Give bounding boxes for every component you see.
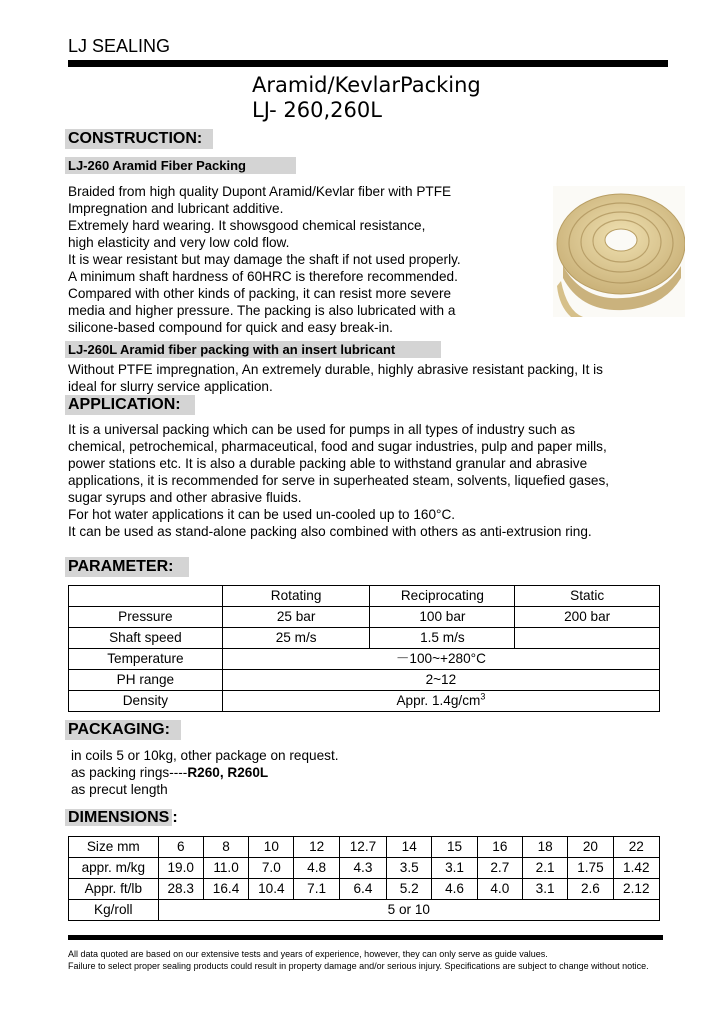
packaging-text bbox=[71, 747, 571, 798]
table-cell: 20 bbox=[568, 837, 613, 858]
lj260-heading: LJ-260 Aramid Fiber Packing bbox=[65, 157, 296, 174]
table-cell: 200 bar bbox=[515, 607, 660, 628]
table-cell: 5 or 10 bbox=[158, 900, 659, 921]
table-cell: 14 bbox=[387, 837, 432, 858]
density-cell bbox=[222, 691, 659, 712]
application-line: sugar syrups and other abrasive fluids. bbox=[68, 490, 302, 505]
title-line-1: Aramid/KevlarPacking bbox=[252, 73, 481, 97]
table-cell: 28.3 bbox=[158, 879, 203, 900]
table-cell: 25 m/s bbox=[222, 628, 370, 649]
parameter-table bbox=[68, 585, 660, 712]
lj260l-line: ideal for slurry service application. bbox=[68, 379, 273, 394]
dimensions-heading-wrap bbox=[65, 808, 178, 828]
brand-name: LJ SEALING bbox=[68, 36, 171, 56]
packing-coil-image bbox=[553, 186, 685, 317]
table-row bbox=[69, 670, 660, 691]
table-row bbox=[69, 628, 660, 649]
lj260l-heading: LJ-260L Aramid fiber packing with an insert lubricant bbox=[65, 341, 441, 358]
application-heading: APPLICATION: bbox=[65, 395, 195, 415]
table-cell: －100~+280°C bbox=[222, 649, 659, 670]
row-label: Kg/roll bbox=[69, 900, 159, 921]
lj260-line: high elasticity and very low cold flow. bbox=[68, 235, 290, 250]
table-cell: 3.1 bbox=[522, 879, 567, 900]
row-label: Appr. ft/lb bbox=[69, 879, 159, 900]
footer-rule bbox=[68, 935, 663, 940]
table-cell: 10.4 bbox=[249, 879, 294, 900]
table-row bbox=[69, 607, 660, 628]
table-cell: 12 bbox=[294, 837, 339, 858]
disclaimer-line: All data quoted are based on our extensive tests and years of experience, however, they can only serve as guide values. bbox=[68, 949, 548, 959]
packaging-line bbox=[71, 764, 571, 781]
disclaimer-line: Failure to select proper sealing products could result in property damage and/or serious injury. Specifications are subject to change without notice. bbox=[68, 961, 649, 971]
lj260-line: Braided from high quality Dupont Aramid/Kevlar fiber with PTFE bbox=[68, 184, 452, 199]
table-row bbox=[69, 649, 660, 670]
table-row bbox=[69, 858, 660, 879]
table-row bbox=[69, 691, 660, 712]
table-cell: 4.8 bbox=[294, 858, 339, 879]
packaging-rings-prefix: as packing rings---- bbox=[71, 765, 188, 780]
row-label: Temperature bbox=[69, 649, 223, 670]
table-cell: 16 bbox=[477, 837, 522, 858]
table-cell: 1.42 bbox=[613, 858, 659, 879]
table-cell: 19.0 bbox=[158, 858, 203, 879]
table-cell: 2.6 bbox=[568, 879, 613, 900]
table-cell: 1.5 m/s bbox=[370, 628, 515, 649]
table-cell: 12.7 bbox=[339, 837, 386, 858]
table-cell: 7.1 bbox=[294, 879, 339, 900]
application-line: applications, it is recommended for serve in superheated steam, solvents, liquefied gases, bbox=[68, 473, 610, 488]
packaging-line: in coils 5 or 10kg, other package on request. bbox=[71, 748, 339, 763]
table-cell: 11.0 bbox=[203, 858, 248, 879]
table-row bbox=[69, 837, 660, 858]
table-cell: 6.4 bbox=[339, 879, 386, 900]
row-label: Pressure bbox=[69, 607, 223, 628]
table-cell: 18 bbox=[522, 837, 567, 858]
lj260-description bbox=[68, 183, 528, 336]
density-exponent: 3 bbox=[480, 691, 486, 702]
table-cell: 100 bar bbox=[370, 607, 515, 628]
document-title bbox=[252, 73, 481, 123]
lj260-line: A minimum shaft hardness of 60HRC is therefore recommended. bbox=[68, 269, 458, 284]
table-cell: 2.12 bbox=[613, 879, 659, 900]
application-line: power stations etc. It is also a durable packing able to withstand granular and abrasive bbox=[68, 456, 588, 471]
table-cell bbox=[69, 586, 223, 607]
table-cell: 22 bbox=[613, 837, 659, 858]
table-cell: 2.7 bbox=[477, 858, 522, 879]
table-header-cell: Static bbox=[515, 586, 660, 607]
table-cell: 7.0 bbox=[249, 858, 294, 879]
table-cell: 25 bar bbox=[222, 607, 370, 628]
lj260-line: Compared with other kinds of packing, it can resist more severe bbox=[68, 286, 452, 301]
application-line: It can be used as stand-alone packing also combined with others as anti-extrusion ring. bbox=[68, 524, 592, 539]
row-label: Size mm bbox=[69, 837, 159, 858]
application-text bbox=[68, 421, 658, 540]
dimensions-heading-colon: : bbox=[172, 809, 178, 826]
table-cell: 6 bbox=[158, 837, 203, 858]
title-line-2: LJ- 260,260L bbox=[252, 98, 382, 122]
dimensions-heading: DIMENSIONS bbox=[65, 809, 172, 826]
lj260-line: It is wear resistant but may damage the shaft if not used properly. bbox=[68, 252, 461, 267]
table-cell: 4.3 bbox=[339, 858, 386, 879]
table-row bbox=[69, 900, 660, 921]
lj260-line: Extremely hard wearing. It showsgood chemical resistance, bbox=[68, 218, 426, 233]
application-line: It is a universal packing which can be used for pumps in all types of industry such as bbox=[68, 422, 576, 437]
table-cell: 16.4 bbox=[203, 879, 248, 900]
table-cell: 8 bbox=[203, 837, 248, 858]
table-cell: 15 bbox=[432, 837, 477, 858]
footer-disclaimer bbox=[68, 948, 649, 972]
header-rule bbox=[68, 60, 668, 67]
packaging-line: as precut length bbox=[71, 782, 168, 797]
lj260l-line: Without PTFE impregnation, An extremely durable, highly abrasive resistant packing, It is bbox=[68, 362, 603, 377]
table-cell bbox=[515, 628, 660, 649]
product-photo bbox=[553, 186, 685, 317]
density-value: Appr. 1.4g/cm bbox=[396, 693, 481, 708]
table-cell: 2.1 bbox=[522, 858, 567, 879]
table-row bbox=[69, 879, 660, 900]
lj260-line: media and higher pressure. The packing is also lubricated with a bbox=[68, 303, 456, 318]
application-line: For hot water applications it can be used un-cooled up to 160°C. bbox=[68, 507, 456, 522]
row-label: Shaft speed bbox=[69, 628, 223, 649]
lj260-line: Impregnation and lubricant additive. bbox=[68, 201, 284, 216]
table-header-cell: Reciprocating bbox=[370, 586, 515, 607]
row-label: PH range bbox=[69, 670, 223, 691]
table-cell: 2~12 bbox=[222, 670, 659, 691]
table-header-cell: Rotating bbox=[222, 586, 370, 607]
row-label: Density bbox=[69, 691, 223, 712]
application-line: chemical, petrochemical, pharmaceutical, food and sugar industries, pulp and paper mills, bbox=[68, 439, 607, 454]
parameter-heading: PARAMETER: bbox=[65, 557, 189, 577]
packaging-rings-codes: R260, R260L bbox=[187, 765, 269, 780]
table-cell: 10 bbox=[249, 837, 294, 858]
row-label: appr. m/kg bbox=[69, 858, 159, 879]
table-cell: 3.1 bbox=[432, 858, 477, 879]
construction-heading: CONSTRUCTION: bbox=[65, 129, 213, 149]
lj260l-description bbox=[68, 361, 668, 395]
table-cell: 3.5 bbox=[387, 858, 432, 879]
table-cell: 5.2 bbox=[387, 879, 432, 900]
dimensions-table bbox=[68, 836, 660, 921]
table-row bbox=[69, 586, 660, 607]
table-cell: 4.6 bbox=[432, 879, 477, 900]
lj260-line: silicone-based compound for quick and easy break-in. bbox=[68, 320, 393, 335]
table-cell: 1.75 bbox=[568, 858, 613, 879]
table-cell: 4.0 bbox=[477, 879, 522, 900]
packaging-heading: PACKAGING: bbox=[65, 720, 181, 740]
